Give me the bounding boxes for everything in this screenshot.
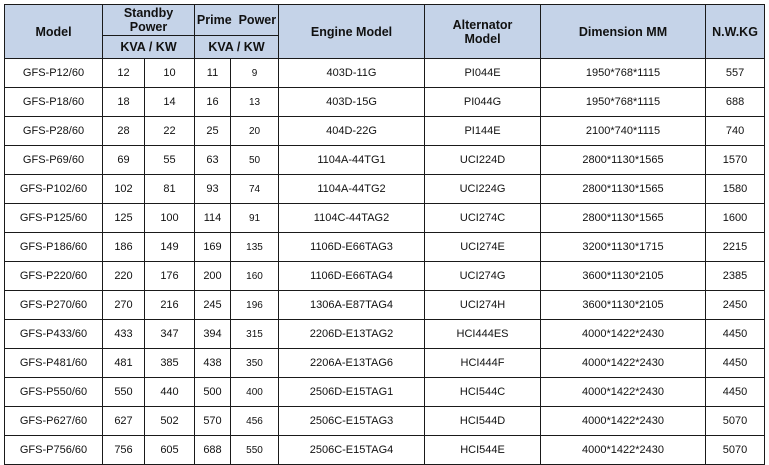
cell-prime-kw: 456 (231, 407, 279, 436)
spec-table-container (4, 4, 764, 460)
cell-standby-kw: 385 (145, 349, 195, 378)
cell-engine-model: 1106D-E66TAG4 (279, 262, 425, 291)
table-row (5, 291, 765, 320)
cell-weight: 4450 (706, 320, 765, 349)
cell-standby-kw: 176 (145, 262, 195, 291)
cell-prime-kw: 135 (231, 233, 279, 262)
cell-weight: 4450 (706, 349, 765, 378)
table-row (5, 117, 765, 146)
cell-prime-kva: 93 (195, 175, 231, 204)
cell-engine-model: 1104A-44TG2 (279, 175, 425, 204)
cell-prime-kw: 13 (231, 88, 279, 117)
cell-dimension: 2800*1130*1565 (541, 204, 706, 233)
cell-engine-model: 2206A-E13TAG6 (279, 349, 425, 378)
cell-dimension: 4000*1422*2430 (541, 378, 706, 407)
header-alternator-model (425, 5, 541, 59)
cell-standby-kw: 14 (145, 88, 195, 117)
cell-standby-kva: 270 (103, 291, 145, 320)
table-body (5, 59, 765, 465)
cell-standby-kva: 69 (103, 146, 145, 175)
table-row (5, 378, 765, 407)
cell-model: GFS-P125/60 (5, 204, 103, 233)
cell-prime-kva: 114 (195, 204, 231, 233)
cell-alternator-model: PI044E (425, 59, 541, 88)
cell-standby-kva: 481 (103, 349, 145, 378)
cell-standby-kw: 502 (145, 407, 195, 436)
cell-prime-kva: 570 (195, 407, 231, 436)
cell-prime-kw: 50 (231, 146, 279, 175)
header-standby-line2: Power (129, 20, 168, 34)
cell-model: GFS-P550/60 (5, 378, 103, 407)
header-dimension: Dimension MM (541, 5, 706, 59)
cell-dimension: 1950*768*1115 (541, 88, 706, 117)
cell-alternator-model: UCI274E (425, 233, 541, 262)
header-weight: N.W.KG (706, 5, 765, 59)
cell-standby-kva: 220 (103, 262, 145, 291)
cell-model: GFS-P220/60 (5, 262, 103, 291)
cell-standby-kw: 55 (145, 146, 195, 175)
cell-model: GFS-P186/60 (5, 233, 103, 262)
cell-prime-kw: 315 (231, 320, 279, 349)
cell-weight: 1570 (706, 146, 765, 175)
cell-engine-model: 1306A-E87TAG4 (279, 291, 425, 320)
table-header (5, 5, 765, 59)
cell-weight: 5070 (706, 436, 765, 465)
cell-standby-kw: 347 (145, 320, 195, 349)
cell-prime-kva: 245 (195, 291, 231, 320)
cell-model: GFS-P18/60 (5, 88, 103, 117)
cell-standby-kva: 18 (103, 88, 145, 117)
cell-alternator-model: UCI274H (425, 291, 541, 320)
cell-engine-model: 1104C-44TAG2 (279, 204, 425, 233)
cell-weight: 740 (706, 117, 765, 146)
cell-engine-model: 2506C-E15TAG4 (279, 436, 425, 465)
cell-prime-kw: 160 (231, 262, 279, 291)
cell-standby-kva: 433 (103, 320, 145, 349)
cell-engine-model: 2206D-E13TAG2 (279, 320, 425, 349)
cell-alternator-model: HCI544D (425, 407, 541, 436)
table-row (5, 204, 765, 233)
header-engine-model: Engine Model (279, 5, 425, 59)
cell-prime-kw: 400 (231, 378, 279, 407)
cell-prime-kw: 196 (231, 291, 279, 320)
cell-dimension: 2100*740*1115 (541, 117, 706, 146)
table-row (5, 407, 765, 436)
cell-prime-kva: 688 (195, 436, 231, 465)
cell-prime-kva: 200 (195, 262, 231, 291)
cell-dimension: 3200*1130*1715 (541, 233, 706, 262)
cell-prime-kva: 25 (195, 117, 231, 146)
cell-alternator-model: HCI544C (425, 378, 541, 407)
cell-weight: 2385 (706, 262, 765, 291)
cell-standby-kw: 22 (145, 117, 195, 146)
cell-weight: 1580 (706, 175, 765, 204)
cell-engine-model: 1104A-44TG1 (279, 146, 425, 175)
cell-weight: 4450 (706, 378, 765, 407)
cell-prime-kw: 550 (231, 436, 279, 465)
cell-weight: 1600 (706, 204, 765, 233)
cell-prime-kva: 63 (195, 146, 231, 175)
header-standby-power (103, 5, 195, 36)
cell-prime-kva: 500 (195, 378, 231, 407)
cell-alternator-model: UCI274C (425, 204, 541, 233)
cell-alternator-model: HCI544E (425, 436, 541, 465)
cell-standby-kva: 12 (103, 59, 145, 88)
cell-prime-kva: 438 (195, 349, 231, 378)
cell-prime-kva: 11 (195, 59, 231, 88)
table-row (5, 436, 765, 465)
header-alternator-line1: Alternator (452, 17, 513, 32)
generator-spec-table (4, 4, 765, 465)
cell-engine-model: 403D-15G (279, 88, 425, 117)
cell-prime-kw: 91 (231, 204, 279, 233)
table-row (5, 233, 765, 262)
cell-dimension: 2800*1130*1565 (541, 146, 706, 175)
cell-engine-model: 403D-11G (279, 59, 425, 88)
header-prime-power: Prime Power (195, 5, 279, 36)
table-row (5, 349, 765, 378)
cell-dimension: 3600*1130*2105 (541, 291, 706, 320)
cell-prime-kw: 74 (231, 175, 279, 204)
cell-standby-kw: 100 (145, 204, 195, 233)
cell-standby-kva: 756 (103, 436, 145, 465)
cell-alternator-model: UCI274G (425, 262, 541, 291)
table-row (5, 59, 765, 88)
cell-standby-kw: 149 (145, 233, 195, 262)
cell-prime-kw: 20 (231, 117, 279, 146)
cell-model: GFS-P270/60 (5, 291, 103, 320)
cell-model: GFS-P69/60 (5, 146, 103, 175)
cell-weight: 557 (706, 59, 765, 88)
cell-model: GFS-P12/60 (5, 59, 103, 88)
table-row (5, 175, 765, 204)
cell-engine-model: 2506D-E15TAG1 (279, 378, 425, 407)
cell-engine-model: 2506C-E15TAG3 (279, 407, 425, 436)
cell-standby-kw: 605 (145, 436, 195, 465)
cell-prime-kva: 169 (195, 233, 231, 262)
cell-engine-model: 404D-22G (279, 117, 425, 146)
cell-weight: 2450 (706, 291, 765, 320)
cell-model: GFS-P481/60 (5, 349, 103, 378)
table-row (5, 146, 765, 175)
cell-prime-kw: 350 (231, 349, 279, 378)
cell-weight: 2215 (706, 233, 765, 262)
cell-dimension: 4000*1422*2430 (541, 407, 706, 436)
cell-dimension: 4000*1422*2430 (541, 320, 706, 349)
cell-standby-kva: 627 (103, 407, 145, 436)
header-model: Model (5, 5, 103, 59)
cell-alternator-model: UCI224D (425, 146, 541, 175)
cell-alternator-model: PI044G (425, 88, 541, 117)
cell-prime-kva: 394 (195, 320, 231, 349)
cell-standby-kw: 81 (145, 175, 195, 204)
cell-standby-kva: 102 (103, 175, 145, 204)
cell-model: GFS-P627/60 (5, 407, 103, 436)
cell-model: GFS-P756/60 (5, 436, 103, 465)
cell-model: GFS-P28/60 (5, 117, 103, 146)
cell-dimension: 2800*1130*1565 (541, 175, 706, 204)
cell-alternator-model: HCI444F (425, 349, 541, 378)
cell-alternator-model: PI144E (425, 117, 541, 146)
cell-model: GFS-P102/60 (5, 175, 103, 204)
cell-standby-kw: 440 (145, 378, 195, 407)
table-row (5, 88, 765, 117)
header-prime-units: KVA / KW (195, 36, 279, 59)
header-standby-line1: Standby (123, 6, 174, 20)
table-row (5, 320, 765, 349)
cell-standby-kva: 550 (103, 378, 145, 407)
cell-standby-kva: 28 (103, 117, 145, 146)
cell-prime-kw: 9 (231, 59, 279, 88)
table-row (5, 262, 765, 291)
cell-weight: 688 (706, 88, 765, 117)
cell-standby-kw: 216 (145, 291, 195, 320)
cell-weight: 5070 (706, 407, 765, 436)
cell-standby-kva: 125 (103, 204, 145, 233)
cell-engine-model: 1106D-E66TAG3 (279, 233, 425, 262)
cell-alternator-model: HCI444ES (425, 320, 541, 349)
cell-dimension: 3600*1130*2105 (541, 262, 706, 291)
cell-dimension: 4000*1422*2430 (541, 349, 706, 378)
cell-dimension: 4000*1422*2430 (541, 436, 706, 465)
cell-standby-kva: 186 (103, 233, 145, 262)
cell-standby-kw: 10 (145, 59, 195, 88)
header-standby-units: KVA / KW (103, 36, 195, 59)
cell-prime-kva: 16 (195, 88, 231, 117)
header-alternator-line2: Model (464, 31, 501, 46)
cell-alternator-model: UCI224G (425, 175, 541, 204)
cell-dimension: 1950*768*1115 (541, 59, 706, 88)
cell-model: GFS-P433/60 (5, 320, 103, 349)
